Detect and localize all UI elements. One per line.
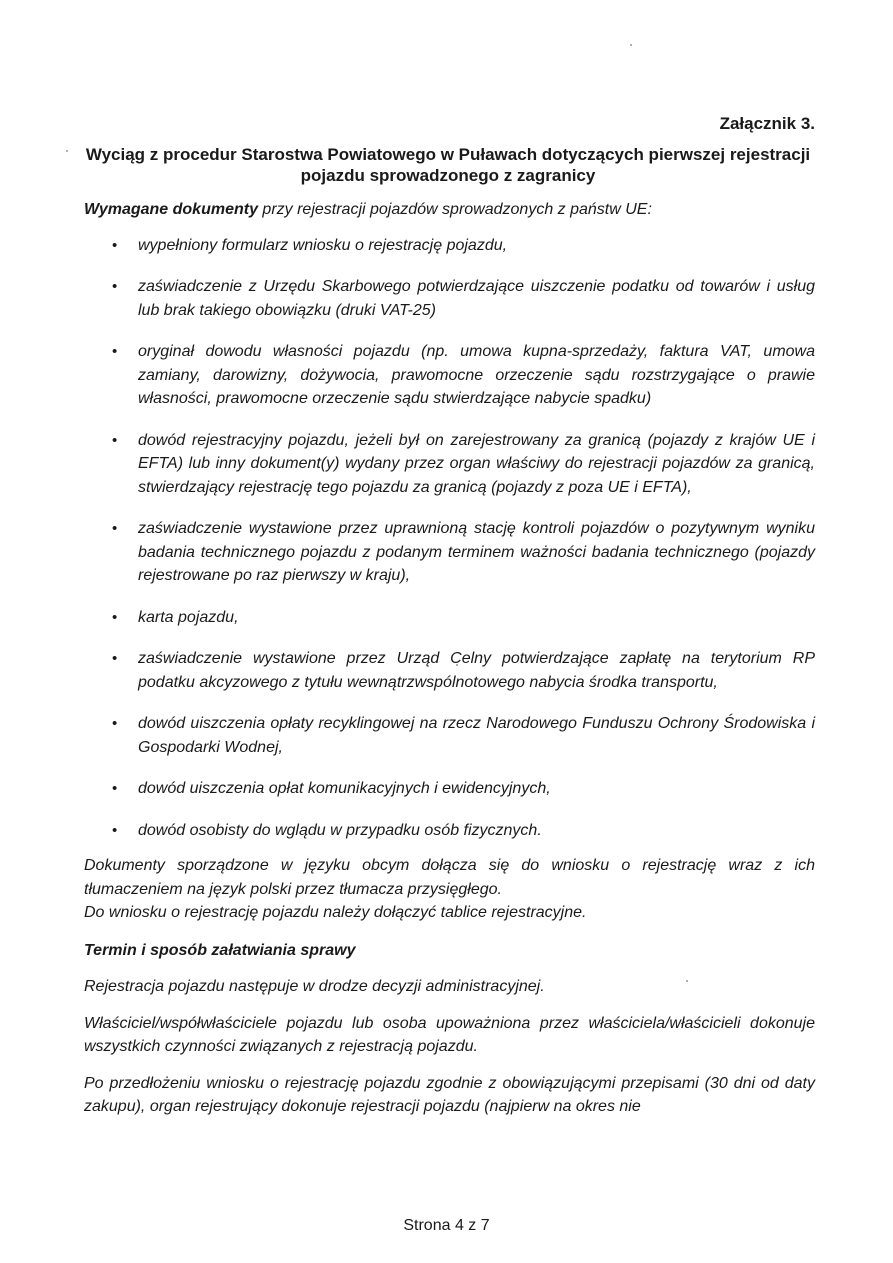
list-item: [84, 340, 815, 411]
list-item: [84, 712, 815, 759]
document-body: [84, 198, 815, 1132]
section-paragraph: Rejestracja pojazdu następuje w drodze decyzji administracyjnej.: [84, 978, 545, 995]
section-heading: Termin i sposób załatwiania sprawy: [84, 941, 356, 959]
required-documents-list: [84, 234, 815, 843]
list-item: [84, 429, 815, 500]
list-item: [84, 819, 815, 843]
section-paragraph: Właściciel/współwłaściciele pojazdu lub osoba upoważniona przez właściciela/właścicieli dokonuje wszystkich czynności związanych z rejestracją pojazdu.: [84, 1014, 815, 1055]
bullet-icon: •: [112, 608, 118, 626]
required-documents-intro: [84, 198, 815, 222]
bullet-icon: •: [112, 343, 118, 360]
list-item-text: zaświadczenie wystawione przez uprawnioną stację kontroli pojazdów o pozytywnym wyniku badania technicznego pojazdu z podanym terminem ważności badania technicznego (pojazdy rejestrowane po raz pierwszy w kraju),: [138, 520, 815, 584]
list-item-text: karta pojazdu,: [138, 608, 239, 626]
scan-speck: [66, 150, 68, 152]
bullet-icon: •: [112, 520, 118, 537]
scan-speck: [630, 44, 632, 46]
list-item-text: dowód uiszczenia opłat komunikacyjnych i ewidencyjnych,: [138, 780, 551, 797]
list-item-text: zaświadczenie wystawione przez Urząd Celny potwierdzające zapłatę na terytorium RP podatku akcyzowego z tytułu wewnątrzwspólnotowego nabycia środka transportu,: [138, 650, 815, 691]
translation-note: Dokumenty sporządzone w języku obcym dołącza się do wniosku o rejestrację wraz z ich tłumaczeniem na język polski przez tłumacza przysięgłego.: [84, 857, 815, 898]
document-title: Wyciąg z procedur Starostwa Powiatowego w Puławach dotyczących pierwszej rejestracji pojazdu sprowadzonego z zagranicy: [85, 145, 811, 185]
annex-label: Załącznik 3.: [719, 114, 815, 133]
list-item: [84, 234, 815, 258]
list-item-text: dowód osobisty do wglądu w przypadku osób fizycznych.: [138, 821, 542, 839]
bullet-icon: •: [112, 278, 118, 295]
list-item-text: zaświadczenie z Urzędu Skarbowego potwierdzające uiszczenie podatku od towarów i usług lub brak takiego obowiązku (druki VAT-25): [138, 278, 815, 319]
bullet-icon: •: [112, 236, 118, 254]
list-item: [84, 517, 815, 588]
list-item-text: dowód rejestracyjny pojazdu, jeżeli był on zarejestrowany za granicą (pojazdy z krajów UE i EFTA) lub inny dokument(y) wydany przez organ właściwy do rejestracji pojazdów za granicą, stwierdzający rejestrację tego pojazdu za granicą (pojazdy z poza UE i EFTA),: [138, 431, 815, 496]
list-item: [84, 606, 815, 630]
bullet-icon: •: [112, 431, 118, 449]
list-item-text: oryginał dowodu własności pojazdu (np. umowa kupna-sprzedaży, faktura VAT, umowa zamiany, darowizny, dożywocia, prawomocne orzeczenie sądu rozstrzygające o prawie własności, prawomocne orzeczenie sądu stwierdzające nabycie spadku): [138, 343, 815, 407]
list-item: [84, 777, 815, 801]
section-paragraph: Po przedłożeniu wniosku o rejestrację pojazdu zgodnie z obowiązującymi przepisami (30 dni od daty zakupu), organ rejestrujący dokonuje rejestracji pojazdu (najpierw na okres nie: [84, 1074, 815, 1115]
list-item-text: dowód uiszczenia opłaty recyklingowej na rzecz Narodowego Funduszu Ochrony Środowiska i Gospodarki Wodnej,: [138, 715, 815, 756]
intro-bold-label: Wymagane dokumenty: [84, 201, 258, 218]
bullet-icon: •: [112, 650, 118, 667]
plates-note: Do wniosku o rejestrację pojazdu należy dołączyć tablice rejestracyjne.: [84, 904, 587, 921]
bullet-icon: •: [112, 821, 118, 839]
list-item-text: wypełniony formularz wniosku o rejestrację pojazdu,: [138, 236, 508, 254]
bullet-icon: •: [112, 715, 118, 732]
intro-text: przy rejestracji pojazdów sprowadzonych z państw UE:: [257, 201, 652, 218]
page-footer: Strona 4 z 7: [403, 1217, 490, 1234]
list-item: [84, 275, 815, 322]
list-item: [84, 647, 815, 694]
bullet-icon: •: [112, 780, 118, 797]
